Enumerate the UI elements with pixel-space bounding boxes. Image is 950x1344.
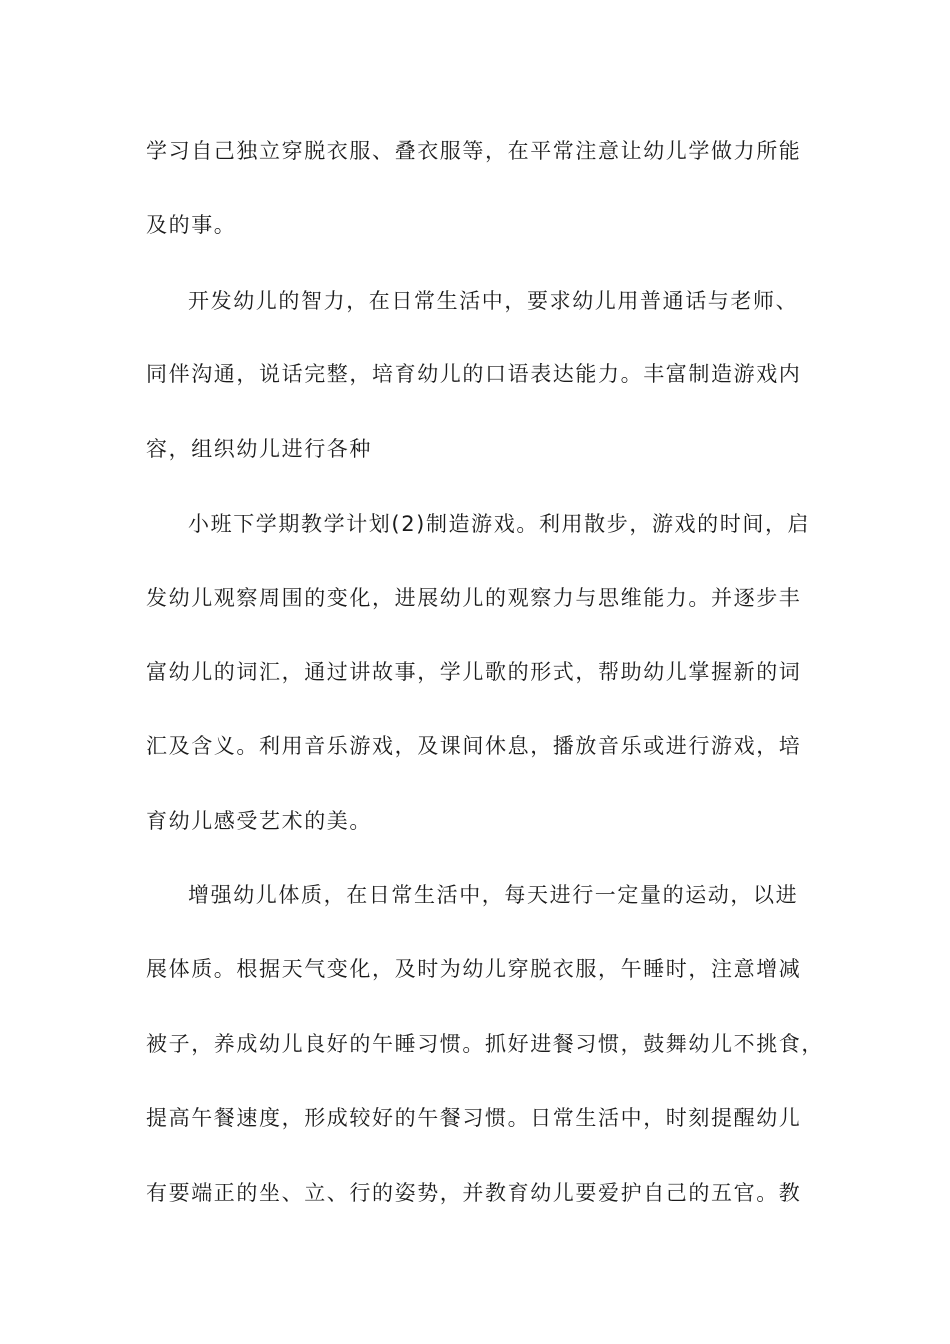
text-line: 被子，养成幼儿良好的午睡习惯。抓好进餐习惯，鼓舞幼儿不挑食， — [146, 1032, 824, 1056]
text-line: 及的事。 — [146, 213, 237, 237]
text-line: 展体质。根据天气变化，及时为幼儿穿脱衣服，午睡时，注意增减 — [146, 957, 802, 981]
text-line: 提高午餐速度，形成较好的午餐习惯。日常生活中，时刻提醒幼儿 — [146, 1106, 802, 1130]
text-line: 学习自己独立穿脱衣服、叠衣服等，在平常注意让幼儿学做力所能 — [146, 139, 802, 163]
text-line: 汇及含义。利用音乐游戏，及课间休息，播放音乐或进行游戏，培 — [146, 734, 802, 758]
text-line: 发幼儿观察周围的变化，进展幼儿的观察力与思维能力。并逐步丰 — [146, 586, 802, 610]
paragraph-start-line: 增强幼儿体质，在日常生活中，每天进行一定量的运动，以进 — [188, 883, 799, 907]
paragraph-start-line: 小班下学期教学计划(2)制造游戏。利用散步，游戏的时间，启 — [188, 512, 811, 536]
text-line: 容，组织幼儿进行各种 — [146, 437, 372, 461]
text-line: 育幼儿感受艺术的美。 — [146, 809, 372, 833]
text-line: 同伴沟通，说话完整，培育幼儿的口语表达能力。丰富制造游戏内 — [146, 362, 802, 386]
paragraph-start-line: 开发幼儿的智力，在日常生活中，要求幼儿用普通话与老师、 — [188, 289, 799, 313]
text-line: 有要端正的坐、立、行的姿势，并教育幼儿要爱护自己的五官。教 — [146, 1181, 802, 1205]
text-line: 富幼儿的词汇，通过讲故事，学儿歌的形式，帮助幼儿掌握新的词 — [146, 660, 802, 684]
